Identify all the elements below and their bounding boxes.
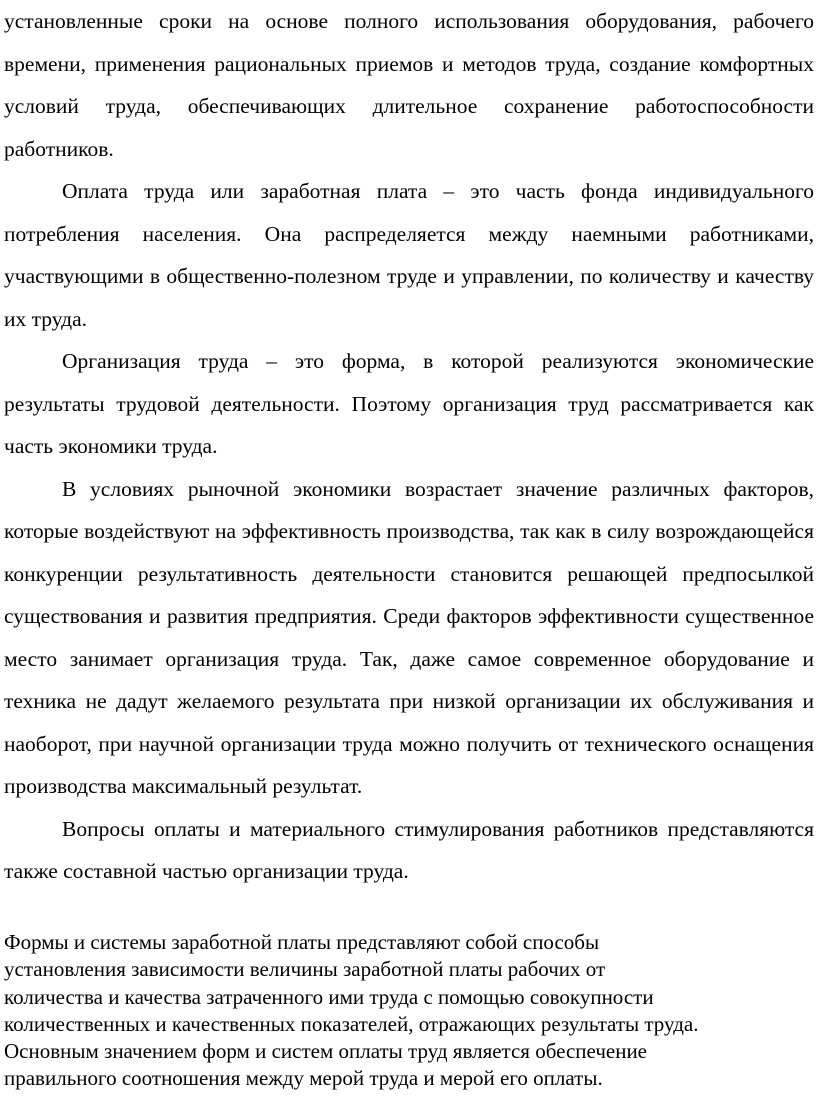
paragraph-market-factors: В условиях рыночной экономики возрастает значение различных факторов, которые воздействуют на эффективность производства, так как в силу возрождающейся конкуренции результативность деятельности становится решающей предпосылкой существования и развития предприятия. Среди факторов эффективности существенное место занимает организация труда. Так, даже самое современное оборудование и техника не дадут желаемого результата при низкой организации их обслуживания и наоборот, при научной организации труда можно получить от технического оснащения производства максимальный результат.: [4, 476, 814, 798]
paragraph-continued: установленные сроки на основе полного использования оборудования, рабочего времени, применения рациональных приемов и методов труда, создание комфортных условий труда, обеспечивающих длительное сохранение работоспособности работников.: [4, 9, 814, 161]
note-line: Основным значением форм и систем оплаты труд является обеспечение: [4, 1039, 648, 1064]
note-line: правильного соотношения между мерой труда и мерой его оплаты.: [4, 1066, 603, 1091]
paragraph-wage-definition: Оплата труда или заработная плата – это часть фонда индивидуального потребления населения. Она распределяется между наемными работниками, участвующими в общественно-полезном труде и управлении, по количеству и качеству их труда.: [4, 179, 814, 331]
note-line: Формы и системы заработной платы представляют собой способы: [4, 930, 600, 954]
paragraph-labor-organization: Организация труда – это форма, в которой реализуются экономические результаты трудовой деятельности. Поэтому организация труд рассматривается как часть экономики труда.: [4, 349, 814, 458]
note-line: количественных и качественных показателей, отражающих результаты труда.: [4, 1011, 699, 1036]
note-line: количества и качества затраченного ими труда с помощью совокупности: [4, 984, 654, 1009]
main-text-block: [4, 0, 814, 893]
wage-forms-text-block: [4, 929, 816, 1093]
paragraph-pay-incentives: Вопросы оплаты и материального стимулирования работников представляются также составной частью организации труда.: [4, 816, 814, 883]
note-line: установления зависимости величины заработной платы рабочих от: [4, 957, 606, 982]
